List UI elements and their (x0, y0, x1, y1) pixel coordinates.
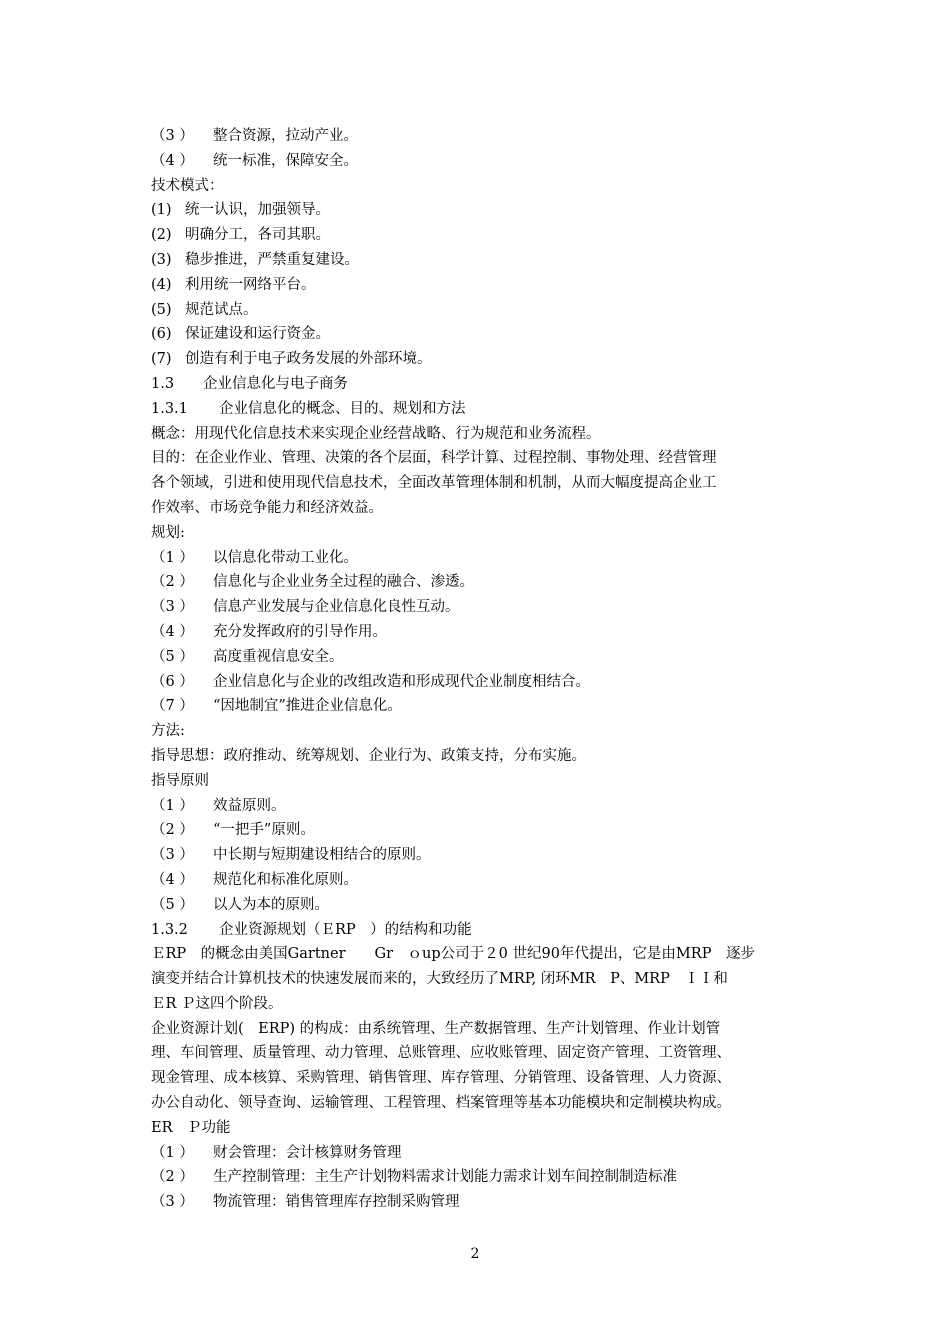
list-item: (6) 保证建设和运行资金。 (151, 326, 330, 343)
list-item: （4 ） 规范化和标准化原则。 (151, 871, 358, 888)
list-item: （6 ） 企业信息化与企业的改组改造和形成现代企业制度相结合。 (151, 673, 590, 690)
list-item: （2 ） 信息化与企业业务全过程的融合、渗透。 (151, 574, 474, 591)
planning-heading: 规划: (151, 524, 185, 541)
list-item: (1) 统一认识，加强领导。 (151, 202, 330, 219)
tech-mode-heading: 技术模式： (151, 177, 224, 194)
guiding-principle-heading: 指导原则 (151, 772, 209, 789)
guiding-thought: 指导思想：政府推动、统筹规划、企业行为、政策支持，分布实施。 (151, 747, 586, 764)
list-item: (7) 创造有利于电子政务发展的外部环境。 (151, 351, 432, 368)
document-body (151, 124, 823, 1215)
erp-function-heading: ER Ｐ功能 (151, 1119, 231, 1136)
list-item: （1 ） 效益原则。 (151, 797, 286, 814)
list-item: （3 ） 中长期与短期建设相结合的原则。 (151, 847, 431, 864)
list-item: （1 ） 以信息化带动工业化。 (151, 549, 358, 566)
list-item: （1 ） 财会管理：会计核算财务管理 (151, 1144, 402, 1161)
list-item: (4) 利用统一网络平台。 (151, 276, 316, 293)
list-item: （5 ） 高度重视信息安全。 (151, 648, 344, 665)
list-item: （3 ） 信息产业发展与企业信息化良性互动。 (151, 599, 460, 616)
page-number: 2 (470, 1246, 480, 1262)
list-item: （2 ） “一把手”原则。 (151, 822, 315, 839)
concept-paragraph: 概念：用现代化信息技术来实现企业经营战略、行为规范和业务流程。 (151, 425, 601, 442)
section-heading-1-3-1: 1.3.1 企业信息化的概念、目的、规划和方法 (151, 400, 466, 417)
list-item: （7 ） “因地制宜”推进企业信息化。 (151, 698, 402, 715)
list-item: （3 ） 物流管理：销售管理库存控制采购管理 (151, 1194, 460, 1211)
list-item: （2 ） 生产控制管理：主生产计划物料需求计划能力需求计划车间控制制造标准 (151, 1169, 677, 1186)
list-item: （4 ） 充分发挥政府的引导作用。 (151, 623, 387, 640)
method-heading: 方法: (151, 723, 185, 740)
list-item: （5 ） 以人为本的原则。 (151, 896, 329, 913)
section-heading-1-3-2: 1.3.2 企业资源规划（ＥRP ）的结构和功能 (151, 921, 472, 938)
list-item: (3) 稳步推进，严禁重复建设。 (151, 251, 359, 268)
erp-structure-paragraph: 企业资源计划( ERP) 的构成：由系统管理、生产数据管理、生产计划管理、作业计划管 理、车间管理、质量管理、动力管理、总账管理、应收账管理、固定资产管理、工资管理、 现金管理、成本核算、采购管理、销售管理、库存管理、分销管理、设备管理、人力资源、 办公自动化、领导查询、运输管理、工程管理、档案管理等基本功能模块和定制模块构成。 (151, 1020, 731, 1112)
purpose-paragraph: 目的：在企业作业、管理、决策的各个层面，科学计算、过程控制、事物处理、经营管理 各个领域，引进和使用现代信息技术，全面改革管理体制和机制，从而大幅度提高企业工 作效率、市场竞争能力和经济效益。 (151, 450, 717, 516)
list-item: (2) 明确分工，各司其职。 (151, 227, 330, 244)
list-item: (5) 规范试点。 (151, 301, 258, 318)
list-item: （3 ） 整合资源，拉动产业。 (151, 128, 358, 144)
erp-concept-paragraph: ＥRP 的概念由美国Gartner Gr ｏup公司于２0 世纪90年代提出，它是由MRP 逐步 演变并结合计算机技术的快速发展而来的，大致经历了MRP, 闭环MR P、MRP ＩＩ和 ＥR Ｐ这四个阶段。 (151, 946, 755, 1012)
list-item: （4 ） 统一标准，保障安全。 (151, 152, 358, 169)
section-heading-1-3: 1.3 企业信息化与电子商务 (151, 375, 348, 392)
